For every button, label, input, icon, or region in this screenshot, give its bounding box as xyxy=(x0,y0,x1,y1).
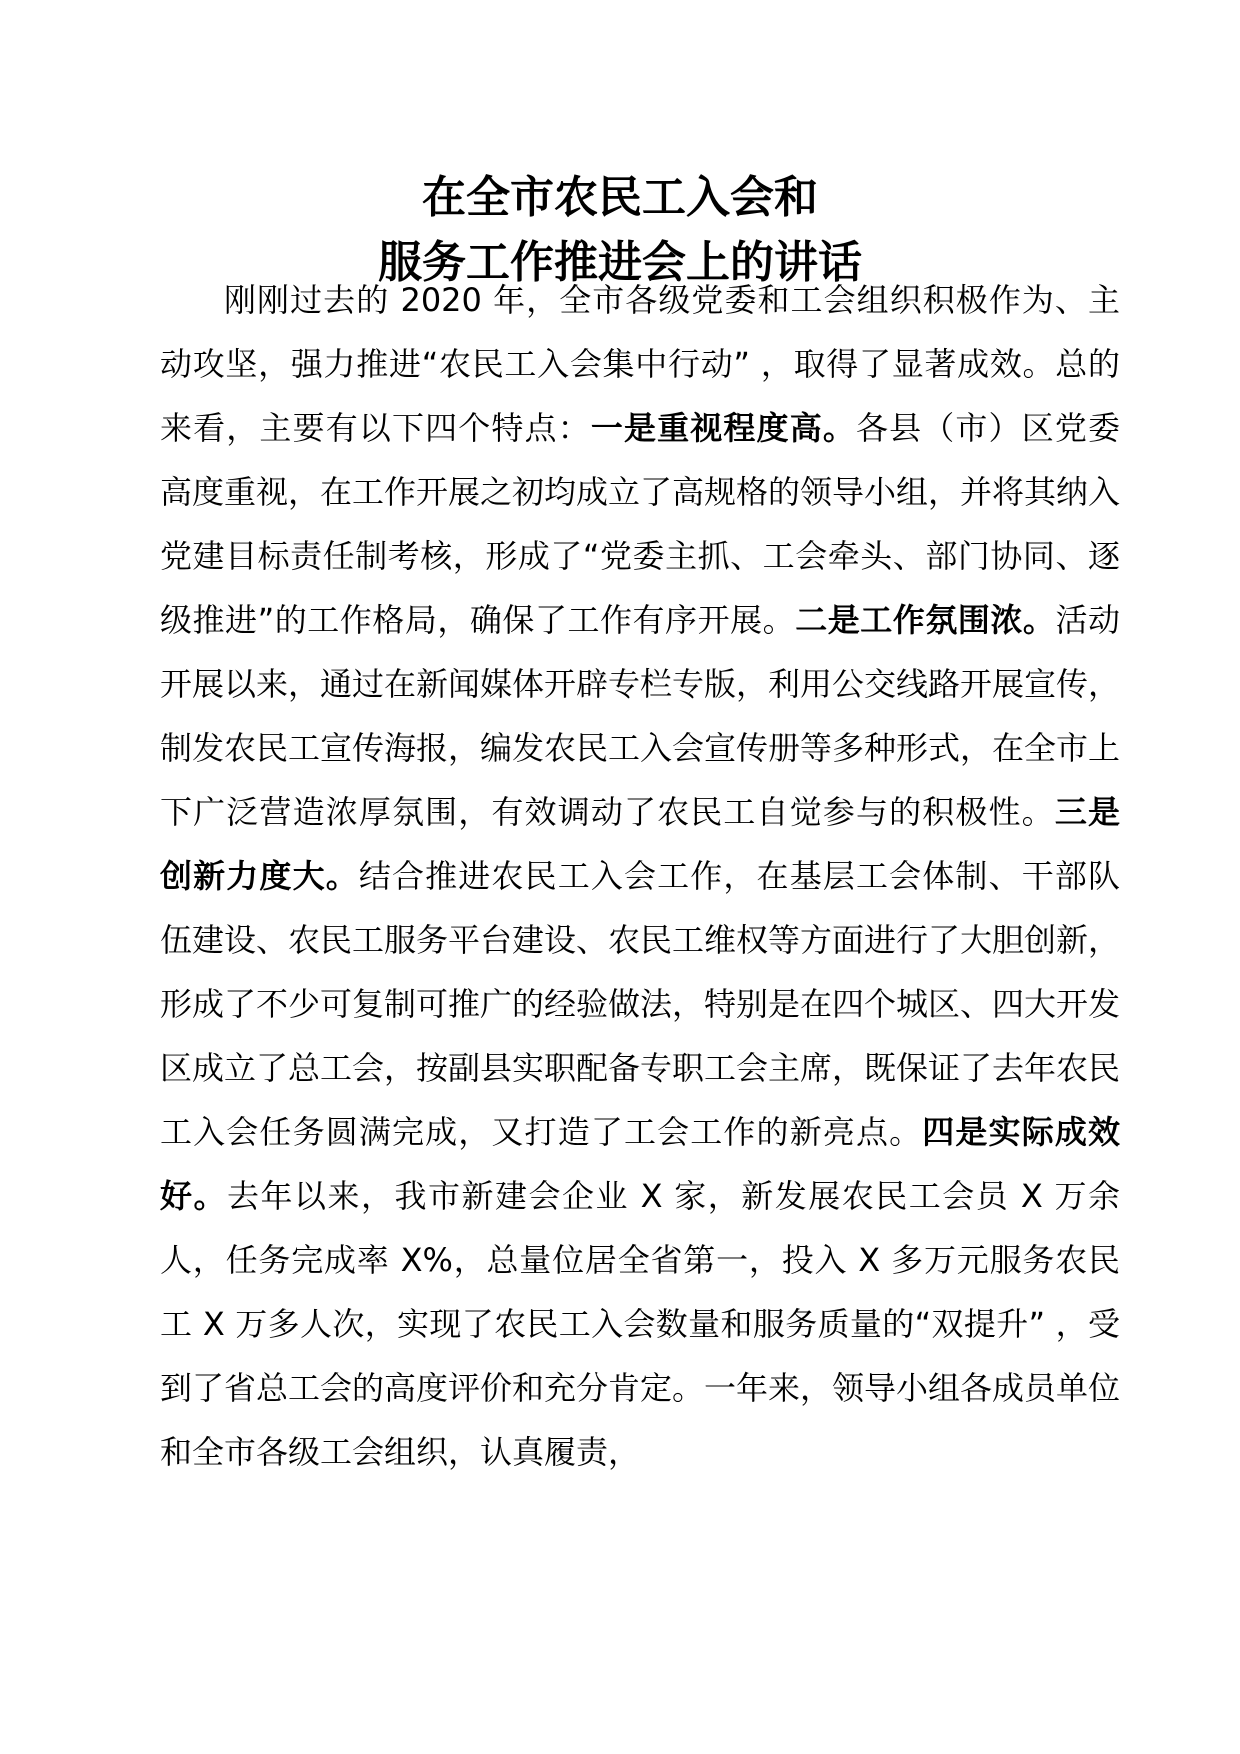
point-heading-4: 四是实际成效好。 xyxy=(160,1113,1120,1215)
body-sentence-5: 去年以来，我市新建会企业 X 家，新发展农民工会员 X 万余人，任务完成率 X%，总量位居全省第一，投入 X 多万元服务农民工 X 万多人次，实现了农民工入会数量和服务质量的“双提升” ，受到了省总工会的高度评价和充分肯定。一年来，领导小组各成员单位和全市各级工会组织，认真履责， xyxy=(160,1177,1121,1471)
body-sentence-1: 刚刚过去的 2020 年，全市各级党委和工会组织积极作为、主动攻坚，强力推进“农民工入会集中行动” ，取得了显著成效。总的来看，主要有以下四个特点： xyxy=(160,281,1120,447)
document-title-line-2: 服务工作推进会上的讲话 xyxy=(378,237,862,288)
body-paragraph xyxy=(160,268,1120,1484)
point-heading-3: 三是创新力度大。 xyxy=(160,793,1120,895)
body-sentence-2: 各县（市）区党委高度重视，在工作开展之初均成立了高规格的领导小组，并将其纳入党建目标责任制考核，形成了“党委主抓、工会牵头、部门协同、逐级推进”的工作格局，确保了工作有序开展。 xyxy=(160,409,1121,639)
point-heading-2: 二是工作氛围浓。 xyxy=(795,601,1056,639)
body-sentence-3: 活动开展以来，通过在新闻媒体开辟专栏专版，利用公交线路开展宣传，制发农民工宣传海报，编发农民工入会宣传册等多种形式，在全市上下广泛营造浓厚氛围，有效调动了农民工自觉参与的积极性。 xyxy=(160,601,1121,831)
document-title-line-1: 在全市农民工入会和 xyxy=(422,172,818,223)
body-sentence-4: 结合推进农民工入会工作，在基层工会体制、干部队伍建设、农民工服务平台建设、农民工维权等方面进行了大胆创新，形成了不少可复制可推广的经验做法，特别是在四个城区、四大开发区成立了总工会，按副县实职配备专职工会主席，既保证了去年农民工入会任务圆满完成，又打造了工会工作的新亮点。 xyxy=(160,857,1121,1151)
point-heading-1: 一是重视程度高。 xyxy=(590,409,856,447)
